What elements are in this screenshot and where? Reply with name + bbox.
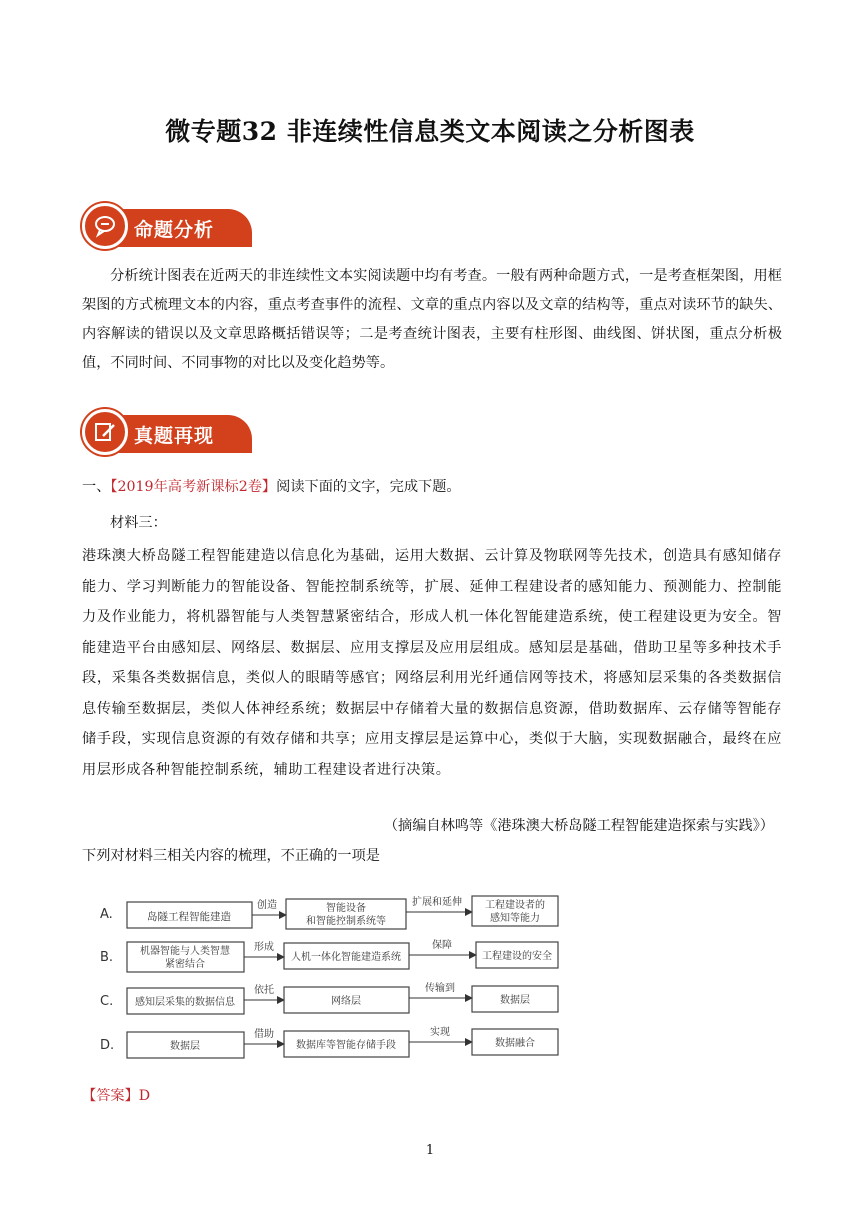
section-label: 真题再现 (134, 425, 215, 447)
svg-text:扩展和延伸: 扩展和延伸 (412, 897, 462, 908)
svg-text:机器智能与人类智慧: 机器智能与人类智慧 (140, 946, 230, 957)
svg-text:感知层采集的数据信息: 感知层采集的数据信息 (135, 997, 235, 1008)
svg-text:B.: B. (100, 950, 114, 965)
question-line: 一、【2019年高考新课标2卷】阅读下面的文字，完成下题。 (82, 479, 461, 495)
svg-text:感知等能力: 感知等能力 (490, 913, 540, 924)
svg-text:依托: 依托 (254, 985, 274, 996)
section-banner-real-exam (82, 409, 252, 455)
option-c (100, 981, 558, 1014)
svg-text:紧密结合: 紧密结合 (165, 959, 205, 970)
option-a (100, 895, 558, 929)
svg-text:智能设备: 智能设备 (326, 903, 366, 914)
svg-text:实现: 实现 (430, 1027, 450, 1038)
svg-text:工程建设者的: 工程建设者的 (485, 900, 545, 911)
answer-tag: 【答案】 (82, 1088, 139, 1104)
answer-line (82, 1085, 150, 1105)
svg-text:数据层: 数据层 (170, 1041, 200, 1052)
analysis-paragraph: 分析统计图表在近两天的非连续性文本实阅读题中均有考查。一般有两种命题方式，一是考查框架图，用框架图的方式梳理文本的内容，重点考查事件的流程、文章的重点内容以及文章的结构等，重点对读环节的缺失、内容解读的错误以及文章思路概括错误等；二是考查统计图表，主要有柱形图、曲线图、饼状图，重点分析极值，不同时间、不同事物的对比以及变化趋势等。 (82, 268, 782, 371)
svg-text:岛隧工程智能建造: 岛隧工程智能建造 (147, 911, 231, 923)
svg-text:人机一体化智能建造系统: 人机一体化智能建造系统 (291, 952, 401, 963)
speech-bubble-icon (82, 203, 128, 249)
material-title: 材料三： (110, 515, 167, 531)
svg-text:传输到: 传输到 (425, 983, 455, 994)
pencil-note-icon (82, 409, 128, 455)
svg-text:D.: D. (100, 1038, 115, 1053)
page-title: 微专题32 非连续性信息类文本阅读之分析图表 (165, 117, 695, 146)
option-b (100, 938, 558, 972)
svg-text:C.: C. (100, 994, 114, 1009)
svg-text:A.: A. (100, 907, 113, 922)
answer-value: D (138, 1088, 151, 1104)
svg-text:数据库等智能存储手段: 数据库等智能存储手段 (296, 1040, 396, 1051)
svg-text:网络层: 网络层 (331, 996, 361, 1007)
svg-text:形成: 形成 (254, 942, 274, 953)
question-prompt: 下列对材料三相关内容的梳理，不正确的一项是 (82, 848, 380, 864)
svg-text:数据层: 数据层 (500, 995, 530, 1006)
section-banner-analysis (82, 203, 252, 249)
page-number: 1 (425, 1143, 435, 1158)
svg-text:数据融合: 数据融合 (495, 1038, 535, 1049)
svg-text:和智能控制系统等: 和智能控制系统等 (306, 916, 386, 927)
section-label: 命题分析 (134, 219, 215, 241)
svg-text:工程建设的安全: 工程建设的安全 (482, 951, 552, 962)
citation: （摘编自林鸣等《港珠澳大桥岛隧工程智能建造探索与实践》） (383, 818, 774, 834)
svg-text:创造: 创造 (257, 900, 277, 911)
option-d (100, 1026, 558, 1058)
svg-text:借助: 借助 (254, 1029, 274, 1040)
options-diagram (100, 886, 570, 1066)
svg-text:保障: 保障 (432, 940, 452, 951)
material-text: 港珠澳大桥岛隧工程智能建造以信息化为基础，运用大数据、云计算及物联网等先技术，创造具有感知储存能力、学习判断能力的智能设备、智能控制系统等，扩展、延伸工程建设者的感知能力、预测能力、控制能力及作业能力，将机器智能与人类智慧紧密结合，形成人机一体化智能建造系统，使工程建设更为安全。智能建造平台由感知层、网络层、数据层、应用支撑层及应用层组成。感知层是基础，借助卫星等多种技术手段，采集各类数据信息，类似人的眼睛等感官；网络层利用光纤通信网等技术，将感知层采集的各类数据信息传输至数据层，类似人体神经系统；数据层中存储着大量的数据信息资源，借助数据库、云存储等智能存储手段，实现信息资源的有效存储和共享；应用支撑层是运算中心，类似于大脑，实现数据融合，最终在应用层形成各种智能控制系统，辅助工程建设者进行决策。 (82, 548, 782, 778)
exam-source-tag: 【2019年高考新课标2卷】 (110, 479, 277, 495)
